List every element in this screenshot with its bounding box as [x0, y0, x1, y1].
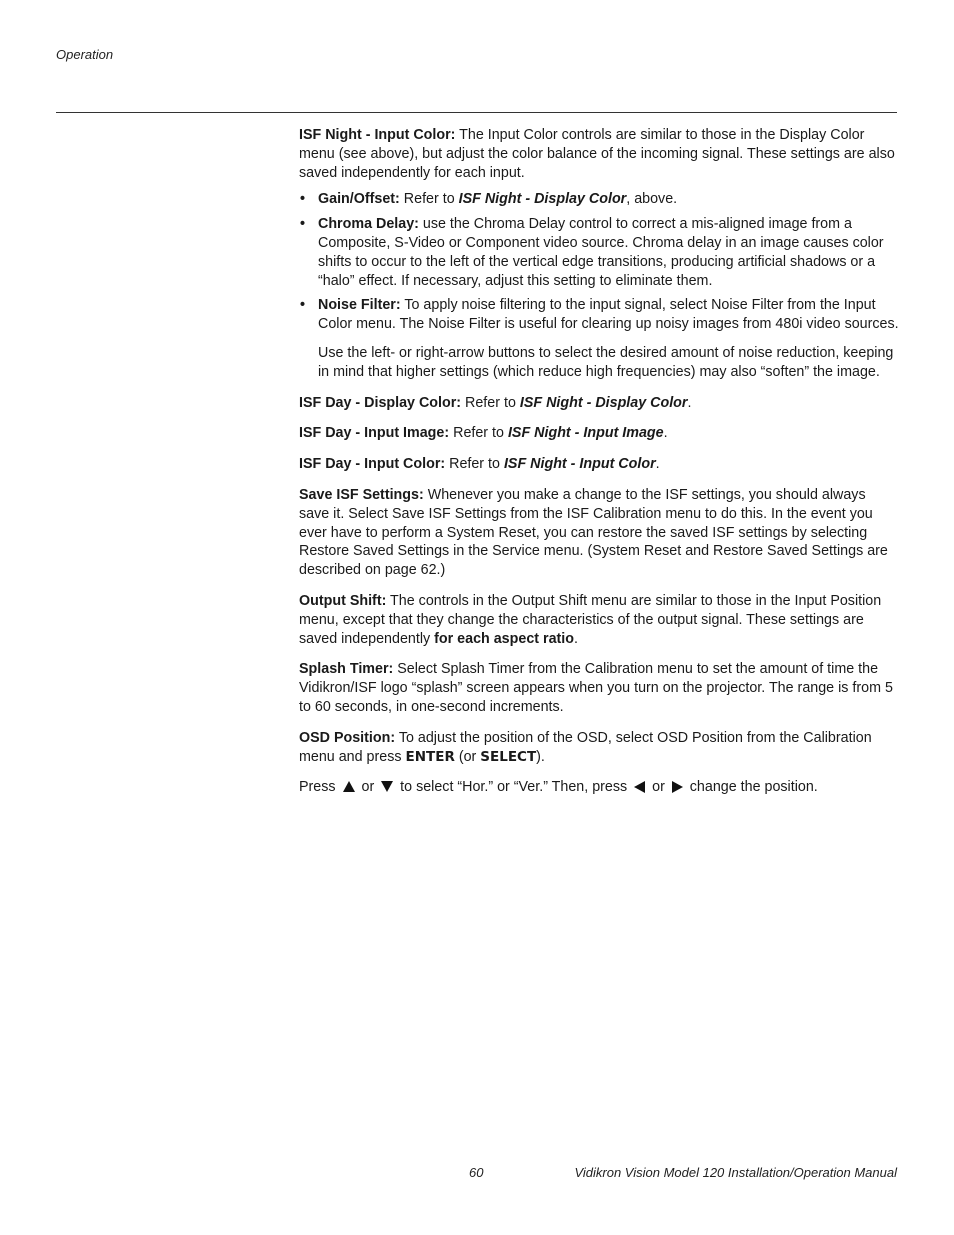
term-label: ISF Night - Input Color:	[299, 127, 456, 143]
body-text: (or	[454, 748, 481, 765]
term-label: Chroma Delay:	[318, 216, 419, 233]
body-text: The Input Color controls are similar to those in the Display Color menu (see above), but adjust the color balance of the incoming signal. These settings are also saved independently for each input.	[299, 127, 895, 181]
body-text: Refer to	[461, 394, 520, 411]
header-divider	[56, 112, 897, 113]
body-text: or	[357, 779, 379, 796]
term-label: Noise Filter:	[318, 297, 401, 314]
body-text: or	[648, 779, 669, 796]
body-text: Select Splash Timer from the Calibration menu to set the amount of time the Vidikron/ISF logo “splash” screen appears when you turn on the projector. The range is from 5 to 60 seconds, in one-second increments.	[299, 661, 893, 715]
save-isf-settings-paragraph	[299, 486, 899, 580]
term-label: Gain/Offset:	[318, 191, 400, 208]
down-arrow-icon	[381, 781, 393, 792]
cross-reference: ISF Night - Display Color	[458, 191, 627, 208]
body-text: Refer to	[399, 191, 459, 208]
body-text: To adjust the position of the OSD, select OSD Position from the Calibration menu and press	[299, 729, 872, 765]
body-text: Press	[299, 779, 340, 796]
body-text: .	[655, 456, 660, 473]
list-item-noise-filter	[299, 296, 899, 381]
term-label: Output Shift:	[299, 592, 387, 609]
list-item-chroma-delay	[299, 215, 899, 290]
body-text: The controls in the Output Shift menu are similar to those in the Input Position menu, except that they change the characteristics of the output signal. These settings are saved independently	[299, 592, 882, 647]
emphasis-text: for each aspect ratio	[434, 630, 574, 647]
up-arrow-icon	[343, 781, 355, 792]
isf-night-input-color-paragraph	[299, 126, 899, 182]
body-text: .	[573, 630, 578, 647]
isf-day-display-color-paragraph	[299, 394, 899, 413]
term-label: ISF Day - Input Image:	[299, 425, 450, 442]
body-text: .	[663, 425, 668, 442]
body-text: Refer to	[449, 425, 508, 442]
term-label: ISF Day - Display Color:	[299, 394, 462, 411]
cross-reference: ISF Night - Input Color	[503, 456, 656, 473]
body-text: , above.	[626, 191, 678, 208]
page-content	[299, 126, 899, 809]
body-text: Refer to	[445, 456, 504, 473]
term-label: Splash Timer:	[299, 661, 394, 678]
term-label: ISF Day - Input Color:	[299, 456, 446, 473]
term-label: Save ISF Settings:	[299, 486, 424, 503]
list-item-gain-offset	[299, 190, 899, 209]
output-shift-paragraph	[299, 592, 899, 648]
body-text: use the Chroma Delay control to correct a mis-aligned image from a Composite, S-Video or Component video source. Chroma delay in an image causes color shifts to occur to the left of the vertical edge transitions, producing artificial shadows or a “halo” effect. If necessary, adjust this setting to eliminate them.	[318, 216, 884, 289]
body-text: Whenever you make a change to the ISF settings, you should always save it. Select Save ISF Settings from the ISF Calibration menu to do this. In the event you ever have to perform a System Reset, you can restore the saved ISF settings by selecting Restore Saved Settings in the Service menu. (System Reset and Restore Saved Settings are described on page 62.)	[299, 486, 888, 579]
isf-day-input-color-paragraph	[299, 455, 899, 474]
right-arrow-icon	[672, 781, 683, 793]
page-number: 60	[469, 1165, 484, 1180]
body-text: change the position.	[685, 779, 818, 796]
body-text: ).	[536, 748, 545, 765]
osd-position-paragraph	[299, 729, 899, 767]
cross-reference: ISF Night - Input Image	[507, 425, 664, 442]
term-label: OSD Position:	[299, 729, 396, 746]
noise-filter-note: Use the left- or right-arrow buttons to select the desired amount of noise reduction, keeping in mind that higher settings (which reduce high frequencies) may also “soften” the image.	[318, 344, 894, 380]
enter-key-label: ENTER	[405, 748, 455, 765]
left-arrow-icon	[634, 781, 645, 793]
input-color-options-list	[299, 190, 899, 381]
press-arrows-paragraph	[299, 778, 899, 797]
select-key-label: SELECT	[480, 748, 537, 765]
cross-reference: ISF Night - Display Color	[519, 394, 688, 411]
body-text: To apply noise filtering to the input signal, select Noise Filter from the Input Color menu. The Noise Filter is useful for clearing up noisy images from 480i video sources.	[318, 297, 899, 333]
manual-title: Vidikron Vision Model 120 Installation/Operation Manual	[574, 1165, 897, 1180]
body-text: to select “Hor.” or “Ver.” Then, press	[396, 779, 632, 796]
body-text: .	[687, 394, 692, 411]
splash-timer-paragraph	[299, 660, 899, 716]
isf-day-input-image-paragraph	[299, 424, 899, 443]
running-header: Operation	[56, 47, 114, 62]
